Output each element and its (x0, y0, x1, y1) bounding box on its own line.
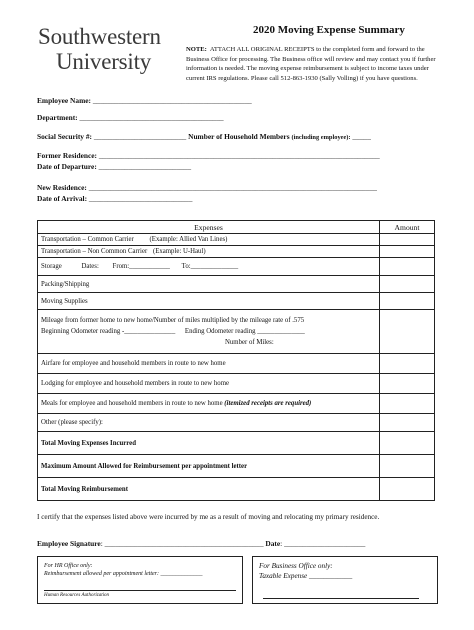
employee-name-label: Employee Name: (37, 96, 91, 105)
table-row (38, 276, 435, 293)
transport-common-label: Transportation – Common Carrier (41, 236, 134, 243)
amount-cell[interactable] (380, 310, 435, 354)
table-row (38, 414, 435, 432)
ssn-blank[interactable]: _________________________ (92, 132, 187, 141)
date-arrival-field[interactable] (37, 194, 192, 203)
new-residence-label: New Residence: (37, 183, 87, 192)
storage-from[interactable]: From:____________ (112, 263, 170, 270)
amount-cell[interactable] (380, 394, 435, 414)
amount-cell[interactable] (380, 276, 435, 293)
max-allowed-label: Maximum Amount Allowed for Reimbursement per appointment letter (38, 455, 380, 478)
table-row (38, 234, 435, 246)
taxable-expense-line[interactable]: Taxable Expense ____________ (259, 572, 353, 580)
table-row (38, 374, 435, 394)
logo-line-2: University (56, 49, 152, 74)
transport-common-cell (38, 234, 380, 246)
meals-cell (38, 394, 380, 414)
former-residence-field[interactable] (37, 151, 380, 160)
date-label: Date (265, 539, 281, 548)
hr-signature-rule (44, 590, 236, 591)
table-row (38, 432, 435, 455)
date-departure-label: Date of Departure: (37, 162, 97, 171)
supplies-label: Moving Supplies (38, 293, 380, 310)
new-residence-blank[interactable]: ______________________________________________________________________________ (86, 183, 377, 192)
transport-noncommon-label: Transportation – Non Common Carrier (41, 248, 148, 255)
household-blank[interactable]: _____ (350, 132, 371, 141)
ssn-field[interactable] (37, 132, 371, 141)
airfare-label: Airfare for employee and household members in route to new home (38, 354, 380, 374)
hr-authorization-label: Human Resources Authorization (44, 593, 109, 598)
table-row (38, 293, 435, 310)
department-label: Department: (37, 113, 78, 122)
table-row (38, 246, 435, 258)
amount-header: Amount (380, 221, 435, 234)
begin-odometer[interactable]: Beginning Odometer reading -_______________ (41, 328, 176, 335)
storage-label: Storage (41, 263, 62, 270)
logo-line-1: Southwestern (38, 24, 161, 49)
signature-blank[interactable]: : ___________________________________________ (100, 539, 264, 548)
note-paragraph (186, 45, 442, 84)
packing-label: Packing/Shipping (38, 276, 380, 293)
total-incurred-label: Total Moving Expenses Incurred (38, 432, 380, 455)
former-residence-label: Former Residence: (37, 151, 97, 160)
household-sublabel: (including employee): (291, 134, 351, 141)
former-residence-blank[interactable]: ____________________________________________________________________________ (97, 151, 380, 160)
mileage-cell (38, 310, 380, 354)
bo-title: For Business Office only: (259, 562, 333, 570)
end-odometer[interactable]: Ending Odometer reading ______________ (184, 328, 305, 335)
university-logo (38, 24, 161, 74)
amount-cell[interactable] (380, 455, 435, 478)
total-reimbursement-label: Total Moving Reimbursement (38, 478, 380, 501)
amount-cell[interactable] (380, 478, 435, 501)
num-miles-label: Number of Miles: (225, 339, 274, 346)
amount-cell[interactable] (380, 293, 435, 310)
odometer-line (41, 326, 376, 337)
expense-table (37, 220, 435, 501)
date-arrival-blank[interactable]: ____________________________ (87, 194, 193, 203)
ssn-label: Social Security #: (37, 132, 93, 141)
form-title: 2020 Moving Expense Summary (253, 24, 405, 36)
mileage-label: Mileage from former home to new home/Number of miles multiplied by the mileage rate of .575 (41, 317, 305, 324)
amount-cell[interactable] (380, 432, 435, 455)
table-row (38, 455, 435, 478)
date-departure-field[interactable] (37, 162, 191, 171)
meals-label: Meals for employee and household members in route to new home (41, 400, 223, 407)
transport-common-example: (Example: Allied Van Lines) (149, 236, 228, 243)
amount-cell[interactable] (380, 234, 435, 246)
amount-cell[interactable] (380, 414, 435, 432)
hr-title: For HR Office only: (44, 563, 93, 569)
employee-name-blank[interactable]: ___________________________________________ (90, 96, 252, 105)
note-text: ATTACH ALL ORIGINAL RECEIPTS to the completed form and forward to the Business Office for processing. The Business office will review and may contact you if further information is needed. The moving expense reimbursement is subject to income taxes under current IRS regulations. Please call 512-863-1930 (Sally Volling) if you have questions. (186, 46, 436, 83)
storage-cell (38, 258, 380, 276)
lodging-label: Lodging for employee and household members in route to new home (38, 374, 380, 394)
date-arrival-label: Date of Arrival: (37, 194, 88, 203)
transport-noncommon-cell (38, 246, 380, 258)
business-office-box (252, 556, 438, 604)
table-row (38, 310, 435, 354)
signature-line[interactable] (37, 539, 365, 548)
storage-to[interactable]: To:______________ (181, 263, 239, 270)
date-departure-blank[interactable]: _________________________ (96, 162, 192, 171)
department-blank[interactable]: _______________________________________ (77, 113, 224, 122)
amount-cell[interactable] (380, 354, 435, 374)
note-label: NOTE: (186, 46, 207, 53)
date-blank[interactable]: : ______________________ (280, 539, 366, 548)
table-header-row (38, 221, 435, 234)
bo-signature-rule (263, 598, 419, 599)
hr-office-box (37, 556, 243, 604)
new-residence-field[interactable] (37, 183, 377, 192)
table-row (38, 394, 435, 414)
amount-cell[interactable] (380, 258, 435, 276)
certification-text: I certify that the expenses listed above were incurred by me as a result of moving and relocating my primary residence. (37, 513, 380, 521)
storage-dates-label: Dates: (81, 263, 99, 270)
employee-name-field[interactable] (37, 96, 252, 105)
table-row (38, 478, 435, 501)
table-row (38, 354, 435, 374)
table-row (38, 258, 435, 276)
transport-noncommon-example: (Example: U-Haul) (152, 248, 206, 255)
meals-note: (itemized receipts are required) (224, 400, 312, 407)
other-label: Other (please specify): (38, 414, 380, 432)
amount-cell[interactable] (380, 374, 435, 394)
hr-reimbursement-line[interactable]: Reimbursement allowed per appointment letter: ______________ (44, 571, 203, 577)
expenses-header: Expenses (38, 221, 380, 234)
household-label: Number of Household Members (188, 132, 290, 141)
amount-cell[interactable] (380, 246, 435, 258)
signature-label: Employee Signature (37, 539, 101, 548)
department-field[interactable] (37, 113, 224, 122)
